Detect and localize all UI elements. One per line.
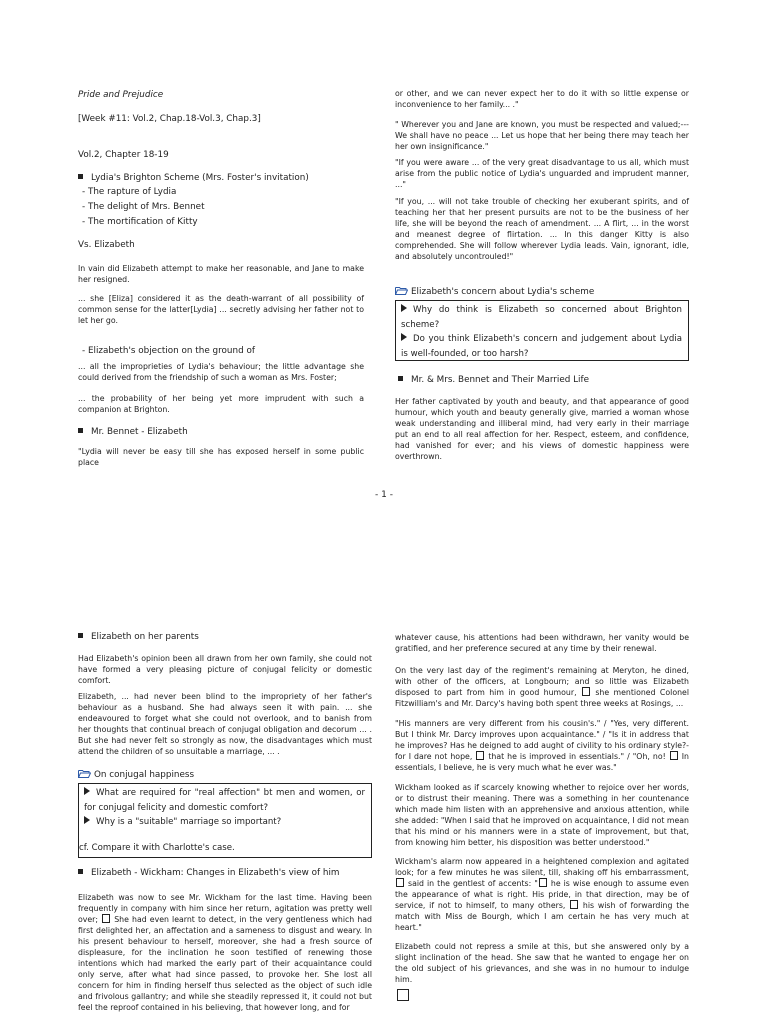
paragraph-or-other: or other, and we can never expect her to do it with so little expense or inconvenience to her family... ." — [395, 89, 689, 109]
arrow-bullet-icon — [401, 333, 407, 341]
open-folder-icon — [78, 769, 91, 778]
cf-note: cf. Compare it with Charlotte's case. — [79, 842, 235, 853]
sub-rapture-lydia: - The rapture of Lydia — [82, 187, 177, 197]
vs-elizabeth-heading: Vs. Elizabeth — [78, 240, 135, 250]
sub-delight-mrs-bennet: - The delight of Mrs. Bennet — [82, 202, 205, 212]
paragraph-last-time: Elizabeth was now to see Mr. Wickham for the last time. Having been frequently in company with him since her return, agitation was pretty well over; She had even learnt to detect, in the very gentleness which had first delighted her, an affectation and a sameness to disgust and weary. In his present behaviour to herself, moreover, she had a fresh source of displeasure, for the inclination he soon testified of renewing those intentions which had marked the early part of their acquaintance could only serve, after what had since passed, to provoke her. She lost all concern for him in finding herself thus selected as the object of such idle and frivolous gallantry; and while she steadily repressed it, it could not but feel the reproof contained in his believing, that however long, and for — [78, 893, 372, 1012]
missing-glyph-box-icon — [670, 751, 678, 760]
question-box-conjugal — [78, 783, 372, 858]
square-bullet-icon — [78, 633, 83, 638]
question-item: Why do think is Elizabeth so concerned about Brighton scheme? — [401, 305, 682, 330]
missing-glyph-box-icon — [539, 878, 547, 887]
empty-checkbox[interactable] — [397, 989, 409, 1001]
arrow-bullet-icon — [84, 816, 90, 824]
missing-glyph-box-icon — [582, 687, 590, 696]
question-item: What are required for "real affection" bt men and women, or for conjugal felicity and domestic comfort? — [84, 788, 365, 813]
elizabeth-objection-heading: - Elizabeth's objection on the ground of — [82, 346, 255, 356]
conjugal-heading: On conjugal happiness — [78, 768, 194, 782]
missing-glyph-box-icon — [102, 914, 110, 923]
paragraph-his-manners: "His manners are very different from his cousin's." / "Yes, very different. But I think Mr. Darcy improves upon acquaintance." / "Is it in address that he improves? Has he deigned to add aught of civility to his ordinary style?-for I dare not hope, that he is improved in essentials." / "Oh, no! In essentials, I believe, he is very much what he ever was." — [395, 719, 689, 772]
arrow-bullet-icon — [401, 304, 407, 312]
square-bullet-icon — [78, 428, 83, 433]
arrow-bullet-icon — [84, 787, 90, 795]
paragraph-last-day: On the very last day of the regiment's remaining at Meryton, he dined, with other of the officers, at Longbourn; and so little was Elizabeth disposed to part from him in good humour, she mentioned Colonel Fitzwilliam's and Mr. Darcy's having both spent three weeks at Rosings, ... — [395, 666, 689, 708]
square-bullet-icon — [78, 869, 83, 874]
square-bullet-icon — [398, 376, 403, 381]
document-title: Pride and Prejudice — [78, 90, 164, 100]
paragraph-whatever-cause: whatever cause, his attentions had been withdrawn, her vanity would be gratified, and her preference secured at any time by their renewal. — [395, 633, 689, 653]
bullet-mr-bennet-elizabeth: Mr. Bennet - Elizabeth — [78, 425, 188, 439]
concern-heading: Elizabeth's concern about Lydia's scheme — [395, 285, 594, 299]
missing-glyph-box-icon — [476, 751, 484, 760]
bullet-brighton-scheme: Lydia's Brighton Scheme (Mrs. Foster's invitation) — [78, 171, 309, 185]
question-item: Why is a "suitable" marriage so important? — [84, 815, 365, 830]
paragraph-never-been-blind: Elizabeth, ... had never been blind to the impropriety of her father's behaviour as a husband. She had always seen it with pain. ... she endeavoured to forget what she could not overlook, and to banish from her thoughts that continual breach of conjugal obligation and decorum ... . But she had never felt so strongly as now, the disadvantages which must attend the children of so unsuitable a marriage, ... . — [78, 692, 372, 756]
paragraph-death-warrant: ... she [Eliza] considered it as the death-warrant of all possibility of common sense for the latter[Lydia] ... secretly advising her father not to let her go. — [78, 294, 364, 325]
paragraph-improprieties: ... all the improprieties of Lydia's behaviour; the little advantage she could derived from the friendship of such a woman as Mrs. Foster; — [78, 362, 364, 382]
paragraph-if-you-were-aware: "If you were aware ... of the very great disadvantage to us all, which must arise from the public notice of Lydia's unguarded and imprudent manner, ..." — [395, 158, 689, 189]
missing-glyph-box-icon — [570, 900, 578, 909]
bullet-elizabeth-parents: Elizabeth on her parents — [78, 630, 199, 644]
bullet-married-life: Mr. & Mrs. Bennet and Their Married Life — [398, 373, 589, 387]
sub-mortification-kitty: - The mortification of Kitty — [82, 217, 198, 227]
paragraph-lydia-never-easy: "Lydia will never be easy till she has exposed herself in some public place — [78, 447, 364, 467]
week-heading: [Week #11: Vol.2, Chap.18-Vol.3, Chap.3] — [78, 114, 261, 124]
paragraph-repress-smile: Elizabeth could not repress a smile at this, but she answered only by a slight inclination of the head. She saw that he wanted to engage her on the old subject of his grievances, and she was in no humour to indulge him. — [395, 942, 689, 984]
paragraph-her-father: Her father captivated by youth and beauty, and that appearance of good humour, which youth and beauty generally give, married a woman whose weak understanding and illiberal mind, had very early in their marriage put an end to all real affection for her. Respect, esteem, and confidence, had vanished for ever; and his views of domestic happiness were overthrown. — [395, 397, 689, 461]
question-item: Do you think Elizabeth's concern and judgement about Lydia is well-founded, or too harsh? — [401, 334, 682, 359]
paragraph-if-you-will-not: "If you, ... will not take trouble of checking her exuberant spirits, and of teaching her that her present pursuits are not to be the business of her life, she will be beyond the reach of amendment. ... A flirt, ... in the worst and meanest degree of flirtation. ... In this danger Kitty is also comprehended. She will follow wherever Lydia leads. Vain, ignorant, idle, and absolutely uncontrouled!" — [395, 197, 689, 261]
paragraph-had-elizabeth: Had Elizabeth's opinion been all drawn from her own family, she could not have formed a very pleasing picture of conjugal felicity or domestic comfort. — [78, 654, 372, 685]
question-box-brighton — [395, 300, 689, 361]
paragraph-probability: ... the probability of her being yet more imprudent with such a companion at Brighton. — [78, 394, 364, 414]
chapter-heading: Vol.2, Chapter 18-19 — [78, 150, 169, 160]
paragraph-wherever-you: " Wherever you and Jane are known, you must be respected and valued;--- We shall have no peace ... Let us hope that her being there may teach her her own insignificance." — [395, 120, 689, 151]
paragraph-in-vain: In vain did Elizabeth attempt to make her reasonable, and Jane to make her resigned. — [78, 264, 364, 284]
paragraph-wickham-alarm: Wickham's alarm now appeared in a heightened complexion and agitated look; for a few minutes he was silent, till, shaking off his embarrassment, said in the gentlest of accents: " he is wise enough to assume even the appearance of what is right. His pride, in that direction, may be of service, if not to himself, to many others, his wish of forwarding the match with Miss de Bourgh, which I am certain he has very much at heart." — [395, 857, 689, 932]
paragraph-wickham-looked: Wickham looked as if scarcely knowing whether to rejoice over her words, or to distrust their meaning. There was a something in her countenance which made him listen with an apprehensive and anxious attention, while she added: "When I said that he improved on acquaintance, I did not mean that his mind or his manners were in a state of improvement, but that, from knowing him better, his disposition was better understood." — [395, 783, 689, 847]
bullet-elizabeth-wickham: Elizabeth - Wickham: Changes in Elizabeth's view of him — [78, 866, 339, 880]
missing-glyph-box-icon — [396, 878, 404, 887]
page-number: - 1 - — [375, 490, 393, 500]
open-folder-icon — [395, 286, 408, 295]
square-bullet-icon — [78, 174, 83, 179]
